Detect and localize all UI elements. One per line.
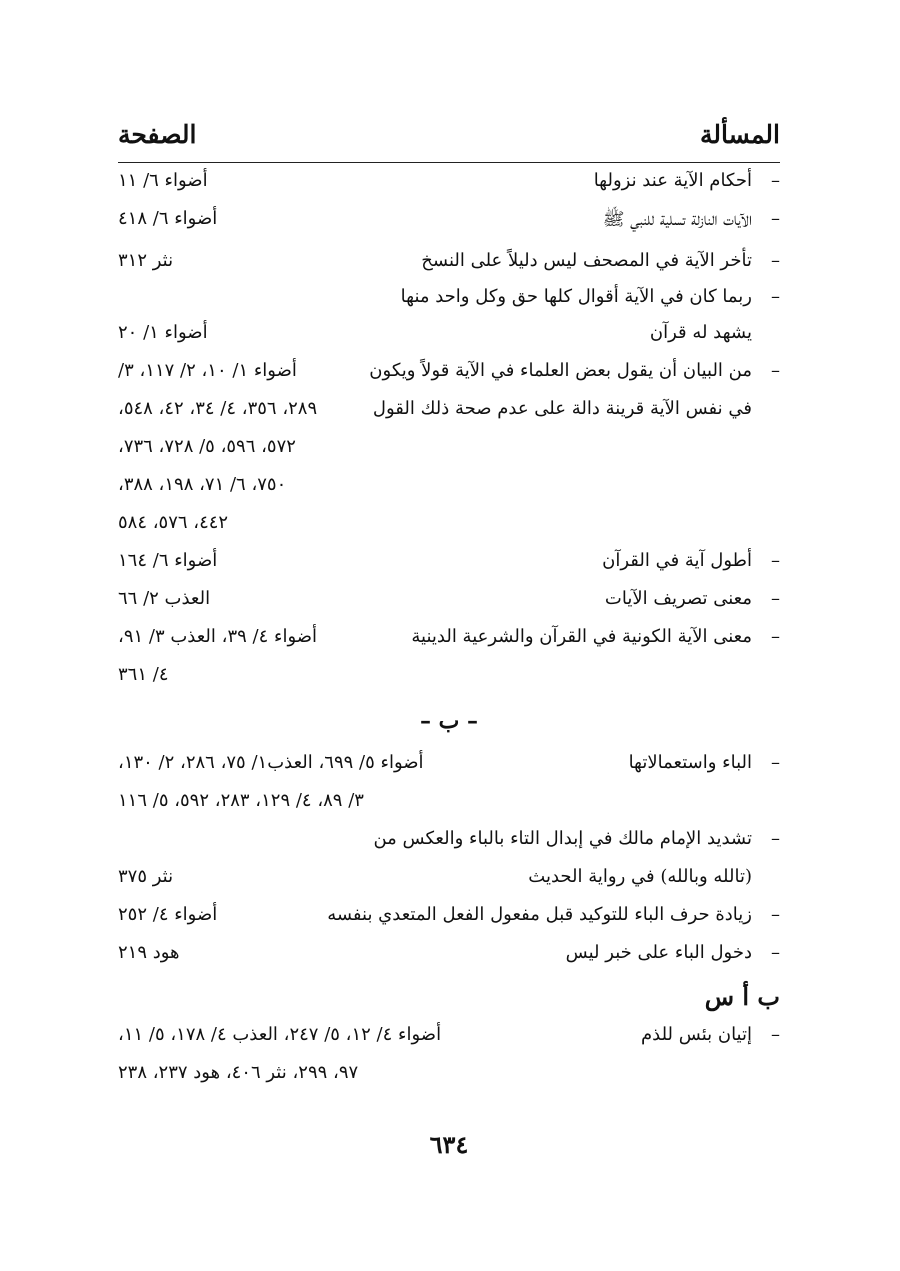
entry-dash: –: [771, 752, 780, 773]
entry-topic: معنى الآية الكونية في القرآن والشرعية الدينية: [411, 626, 752, 647]
column-headers: [118, 120, 780, 160]
entry-topic: الآيات النازلة تسلية للنبي ﷺ: [602, 209, 752, 230]
entry-reference: العذب ٢/ ٦٦: [118, 588, 211, 609]
entry-dash: –: [771, 942, 780, 963]
entry-dash: –: [771, 286, 780, 307]
index-page: [118, 0, 780, 1271]
entry-dash: –: [771, 208, 780, 229]
entry-dash: –: [771, 250, 780, 271]
index-entry-continuation: [118, 790, 780, 826]
entry-dash: –: [771, 626, 780, 647]
entry-topic: أطول آية في القرآن: [602, 550, 752, 571]
entry-reference-line: أضواء ٤/ ١٢، ٥/ ٢٤٧، العذب ٤/ ١٧٨، ٥/ ١١،: [118, 1024, 442, 1045]
entry-topic: دخول الباء على خبر ليس: [565, 942, 752, 963]
index-entry: [118, 828, 780, 864]
entry-topic: تأخر الآية في المصحف ليس دليلاً على النسخ: [421, 250, 752, 271]
entry-reference: أضواء ١/ ٢٠: [118, 322, 208, 343]
entry-topic: أحكام الآية عند نزولها: [593, 170, 752, 191]
entry-topic-continuation: يشهد له قرآن: [649, 322, 752, 343]
entry-reference: أضواء ٦/ ٤١٨: [118, 208, 218, 229]
index-entry: [118, 752, 780, 788]
topic-column-header: المسألة: [700, 120, 780, 149]
index-entry-continuation: [118, 474, 780, 510]
entry-reference-line: ٣/ ٨٩، ٤/ ١٢٩، ٢٨٣، ٥٩٢، ٥/ ١١٦: [118, 790, 364, 811]
entry-dash: –: [771, 588, 780, 609]
index-entry: [118, 286, 780, 322]
index-entry: [118, 208, 780, 244]
entry-reference: نثر ٣١٢: [118, 250, 174, 271]
entry-reference-line: أضواء ٤/ ٣٩، العذب ٣/ ٩١،: [118, 626, 318, 647]
entry-topic: الباء واستعمالاتها: [628, 752, 752, 773]
index-entry: [118, 942, 780, 978]
index-entry: [118, 1024, 780, 1060]
entry-dash: –: [771, 1024, 780, 1045]
entry-dash: –: [771, 170, 780, 191]
index-entry: [118, 904, 780, 940]
entry-dash: –: [771, 360, 780, 381]
index-entry-continuation: [118, 1062, 780, 1098]
index-entry-continuation: [118, 398, 780, 434]
index-entry: [118, 588, 780, 624]
index-entry-continuation: [118, 866, 780, 902]
page-number: ٦٣٤: [429, 1130, 469, 1159]
entry-reference: هود ٢١٩: [118, 942, 180, 963]
entry-topic: معنى تصريف الآيات: [604, 588, 752, 609]
entry-dash: –: [771, 828, 780, 849]
entry-reference: أضواء ٦/ ١١: [118, 170, 208, 191]
entry-topic: من البيان أن يقول بعض العلماء في الآية قولاً ويكون: [369, 360, 752, 381]
entry-reference-line: ٧٥٠، ٦/ ٧١، ١٩٨، ٣٨٨،: [118, 474, 287, 495]
entry-reference-line: أضواء ٥/ ٦٩٩، العذب١/ ٧٥، ٢٨٦، ٢/ ١٣٠،: [118, 752, 424, 773]
entry-reference: أضواء ٦/ ١٦٤: [118, 550, 218, 571]
index-entry: [118, 250, 780, 286]
entry-reference: أضواء ٤/ ٢٥٢: [118, 904, 218, 925]
entry-reference-line: ٤/ ٣٦١: [118, 664, 169, 685]
index-entry-continuation: [118, 664, 780, 700]
root-heading: ب أ س: [704, 982, 780, 1011]
entry-topic: زيادة حرف الباء للتوكيد قبل مفعول الفعل المتعدي بنفسه: [327, 904, 752, 925]
index-entry: [118, 360, 780, 396]
entry-topic: تشديد الإمام مالك في إبدال التاء بالباء والعكس من: [373, 828, 752, 849]
entry-reference-line: ٤٤٢، ٥٧٦، ٥٨٤: [118, 512, 229, 533]
entry-topic: إتيان بئس للذم: [640, 1024, 752, 1045]
section-letter-heading: – ب –: [419, 708, 479, 734]
entry-topic-continuation: في نفس الآية قرينة دالة على عدم صحة ذلك القول: [372, 398, 752, 419]
entry-dash: –: [771, 904, 780, 925]
index-entry-continuation: [118, 512, 780, 548]
entry-reference-line: أضواء ١/ ١٠، ٢/ ١١٧، ٣/: [118, 360, 297, 381]
page-column-header: الصفحة: [118, 120, 197, 149]
entry-topic: ربما كان في الآية أقوال كلها حق وكل واحد منها: [400, 286, 752, 307]
header-divider: [118, 162, 780, 163]
index-entry: [118, 626, 780, 662]
index-entry-continuation: [118, 322, 780, 358]
entry-reference-line: ٥٧٢، ٥٩٦، ٥/ ٧٢٨، ٧٣٦،: [118, 436, 296, 457]
entry-reference-line: ٢٨٩، ٣٥٦، ٤/ ٣٤، ٤٢، ٥٤٨،: [118, 398, 318, 419]
entry-reference-line: ٩٧، ٢٩٩، نثر ٤٠٦، هود ٢٣٧، ٢٣٨: [118, 1062, 359, 1083]
entry-topic-continuation: (تالله وبالله) في رواية الحديث: [528, 866, 752, 887]
index-entry: [118, 170, 780, 206]
index-entry: [118, 550, 780, 586]
entry-dash: –: [771, 550, 780, 571]
index-entry-continuation: [118, 436, 780, 472]
entry-reference: نثر ٣٧٥: [118, 866, 174, 887]
